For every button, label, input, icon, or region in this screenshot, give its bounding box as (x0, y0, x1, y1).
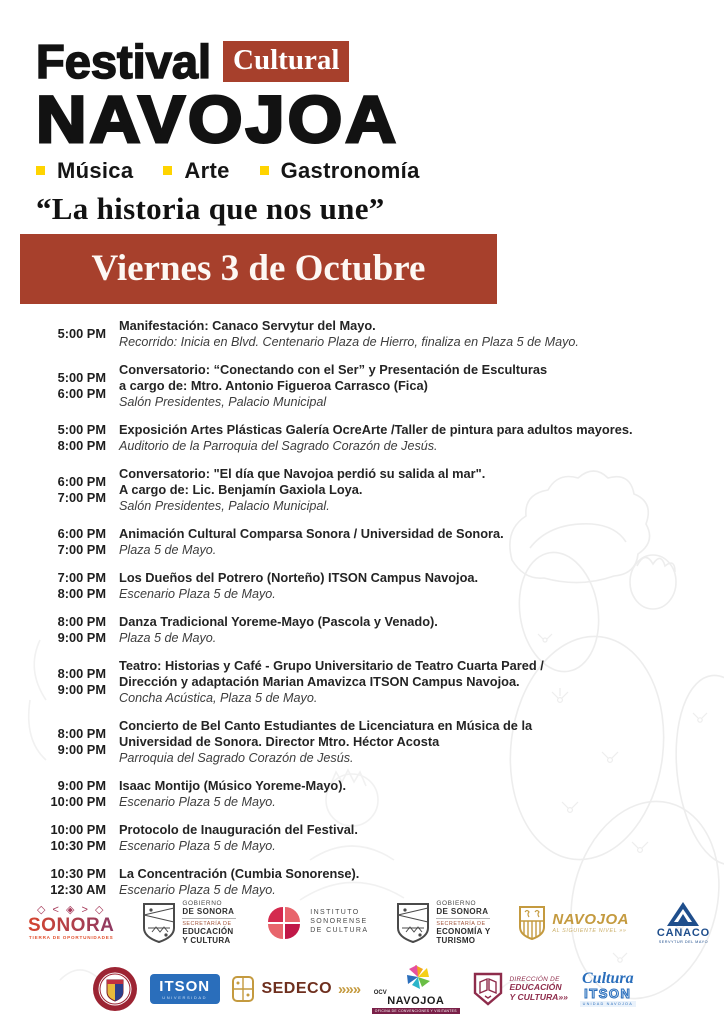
event-body (119, 658, 544, 706)
ocv-sub: OFICINA DE CONVENCIONES Y VISITANTES (372, 1008, 460, 1014)
event-time: 5:00 PM (57, 325, 106, 341)
category-arte (163, 158, 229, 184)
event-times (46, 326, 106, 342)
gobierno-line: GOBIERNO (436, 900, 477, 907)
sedeco-wordmark: SEDECO (261, 980, 333, 997)
secretaria-line: ECONOMÍA Y (436, 927, 491, 936)
universidad-seal-logo (92, 966, 138, 1012)
secretaria-line: EDUCACIÓN (182, 927, 234, 936)
university-seal-icon (92, 966, 138, 1012)
event-body (119, 570, 478, 602)
sonora-logo (28, 905, 114, 941)
secretaria-line: SECRETARÍA DE (182, 921, 232, 927)
event-time: 10:30 PM (50, 865, 106, 881)
event-title-line: Teatro: Historias y Café - Grupo Universitario de Teatro Cuarta Pared / (119, 657, 544, 673)
event-body (119, 718, 532, 766)
event-title (119, 778, 346, 794)
event-time: 12:30 AM (50, 881, 106, 897)
event-title-line: Isaac Montijo (Músico Yoreme-Mayo). (119, 777, 347, 793)
event-time: 6:00 PM (57, 473, 106, 489)
event-title-line: Dirección y adaptación Marian Amavizca ITSON Campus Navojoa. (119, 673, 520, 689)
event-times (46, 614, 106, 646)
sponsor-logos-row-2 (0, 964, 724, 1014)
yellow-bullet-icon (260, 166, 269, 175)
event-body (119, 318, 579, 350)
category-label: Gastronomía (280, 157, 420, 183)
itson-badge (150, 974, 220, 1004)
ocv-wordmark: NAVOJOA (387, 995, 445, 1007)
event-body (119, 466, 485, 514)
event-title-line: a cargo de: Mtro. Antonio Figueroa Carrasco (Fica) (119, 377, 428, 393)
event-venue: Plaza 5 de Mayo. (119, 542, 217, 557)
event-venue: Escenario Plaza 5 de Mayo. (119, 586, 276, 601)
event-row (46, 318, 686, 350)
gobierno-sonora-economia-logo (396, 900, 490, 945)
date-label: Viernes 3 de Octubre (91, 248, 426, 290)
event-title (119, 318, 579, 334)
event-row (46, 614, 686, 646)
gobierno-line: GOBIERNO (182, 900, 223, 907)
event-row (46, 526, 686, 558)
dec-line: Y CULTURA»» (509, 991, 568, 1002)
category-label: Música (57, 157, 134, 183)
event-title-line: Conversatorio: "El día que Navojoa perdió su salida al mar". (119, 465, 486, 481)
tagline-quote: “La historia que nos une” (36, 190, 385, 226)
event-title (119, 822, 358, 838)
schedule-list (46, 318, 686, 898)
event-time: 9:00 PM (57, 681, 106, 697)
event-title (119, 466, 485, 498)
divider (436, 918, 490, 919)
event-time: 9:00 PM (57, 629, 106, 645)
secretaria-line: SECRETARÍA DE (436, 921, 486, 927)
dec-line: EDUCACIÓN (509, 981, 562, 992)
sonora-wordmark: SONORA (28, 914, 115, 936)
itson-outline-wordmark: ITSON (584, 985, 632, 1001)
event-venue: Plaza 5 de Mayo. (119, 630, 217, 645)
title-row (36, 35, 724, 88)
itson-logo (150, 974, 220, 1004)
ocv-pre: OCV (373, 990, 387, 996)
event-venue: Recorrido: Inicia en Blvd. Centenario Plaza de Hierro, finaliza en Plaza 5 de Mayo. (119, 334, 579, 349)
gobierno-sonora-educacion-logo (142, 900, 236, 945)
event-body (119, 866, 359, 898)
sedeco-emblem-icon (231, 975, 255, 1003)
event-times (46, 822, 106, 854)
event-title-line: Protocolo de Inauguración del Festival. (119, 821, 358, 837)
event-row (46, 466, 686, 514)
event-title-line: Los Dueños del Potrero (Norteño) ITSON Campus Navojoa. (119, 569, 479, 585)
event-venue: Concha Acústica, Plaza 5 de Mayo. (119, 690, 318, 705)
event-row (46, 422, 686, 454)
event-times (46, 726, 106, 758)
event-title-line: Animación Cultural Comparsa Sonora / Universidad de Sonora. (119, 525, 504, 541)
event-time: 8:00 PM (57, 437, 106, 453)
event-time: 6:00 PM (57, 525, 106, 541)
event-title (119, 614, 438, 630)
dec-line: DIRECCIÓN DE (509, 975, 560, 983)
event-title (119, 422, 633, 438)
cultura-itson-logo (580, 971, 636, 1007)
event-venue: Parroquia del Sagrado Corazón de Jesús. (119, 750, 354, 765)
event-times (46, 570, 106, 602)
canaco-logo (657, 901, 710, 943)
instituto-sonorense-cultura-logo (264, 903, 368, 943)
event-row (46, 778, 686, 810)
event-title-line: Manifestación: Canaco Servytur del Mayo. (119, 317, 376, 333)
event-venue: Escenario Plaza 5 de Mayo. (119, 838, 276, 853)
event-body (119, 822, 358, 854)
ocv-navojoa-logo (372, 964, 460, 1014)
event-venue: Escenario Plaza 5 de Mayo. (119, 882, 276, 897)
canaco-wordmark: CANACO (656, 927, 710, 940)
secretaria-line: TURISMO (436, 936, 476, 945)
event-time: 9:00 PM (57, 741, 106, 757)
navojoa-wordmark: NAVOJOA (36, 82, 400, 156)
date-banner (20, 234, 497, 304)
event-body (119, 526, 504, 558)
event-time: 8:00 PM (57, 725, 106, 741)
navojoa-shield-icon (518, 905, 546, 941)
event-time: 7:00 PM (57, 569, 106, 585)
book-shield-icon (472, 971, 504, 1007)
chevrons-icon: »»» (338, 980, 361, 998)
event-title (119, 866, 359, 882)
event-time: 9:00 PM (57, 777, 106, 793)
event-times (46, 370, 106, 402)
category-musica (36, 158, 133, 184)
direccion-educacion-cultura-logo (472, 971, 568, 1007)
event-body (119, 362, 547, 410)
event-times (46, 526, 106, 558)
event-time: 10:00 PM (50, 821, 106, 837)
event-row (46, 866, 686, 898)
sedeco-logo (231, 975, 360, 1003)
event-body (119, 422, 633, 454)
isc-pinwheel-icon (264, 903, 304, 943)
navojoa-wordmark: NAVOJOA (552, 910, 629, 928)
isc-line: SONORENSE (310, 918, 368, 926)
sonora-crest-icon (396, 902, 430, 944)
event-title-line: Exposición Artes Plásticas Galería OcreArte /Taller de pintura para adultos mayores. (119, 421, 633, 437)
category-label: Arte (184, 157, 230, 183)
event-title-line: La Concentración (Cumbia Sonorense). (119, 865, 360, 881)
event-time: 7:00 PM (57, 489, 106, 505)
event-title-line: Universidad de Sonora. Director Mtro. Héctor Acosta (119, 733, 440, 749)
event-title (119, 718, 532, 750)
festival-wordmark: Festival (36, 35, 212, 88)
event-time: 10:00 PM (50, 793, 106, 809)
event-time: 8:00 PM (57, 665, 106, 681)
yellow-bullet-icon (36, 166, 45, 175)
navojoa-municipio-logo (518, 905, 629, 941)
secretaria-line: Y CULTURA (182, 936, 231, 945)
event-title (119, 570, 478, 586)
event-venue: Salón Presidentes, Palacio Municipal (119, 394, 327, 409)
event-times (46, 866, 106, 898)
sonora-diamonds-icon: ◇ < ◈ > ◇ (36, 903, 106, 916)
itson-sub: UNIVERSIDAD (162, 994, 208, 1000)
event-venue: Salón Presidentes, Palacio Municipal. (119, 498, 330, 513)
navojoa-slogan: AL SIGUIENTE NIVEL »» (552, 927, 627, 934)
yellow-bullet-icon (163, 166, 172, 175)
event-title-line: Conversatorio: “Conectando con el Ser” y Presentación de Esculturas (119, 361, 548, 377)
categories-row (36, 158, 724, 184)
event-body (119, 614, 438, 646)
event-title-line: Danza Tradicional Yoreme-Mayo (Pascola y Venado). (119, 613, 438, 629)
event-title (119, 362, 547, 394)
event-title (119, 526, 504, 542)
event-times (46, 474, 106, 506)
sonora-crest-icon (142, 902, 176, 944)
isc-line: DE CULTURA (310, 926, 369, 934)
isc-line: INSTITUTO (310, 909, 360, 917)
event-row (46, 362, 686, 410)
event-row (46, 658, 686, 706)
header (0, 0, 724, 227)
event-time: 8:00 PM (57, 585, 106, 601)
ocv-pinwheel-icon (401, 964, 431, 990)
cultural-wordmark: Cultural (223, 41, 349, 82)
gobierno-line: DE SONORA (436, 907, 489, 916)
event-time: 10:30 PM (50, 837, 106, 853)
event-time: 5:00 PM (57, 369, 106, 385)
event-times (46, 422, 106, 454)
canaco-slogan: SERVYTUR DEL MAYO (658, 939, 709, 944)
category-gastronomia (260, 158, 420, 184)
event-title (119, 658, 544, 690)
unidad-navojoa-label: UNIDAD NAVOJOA (580, 1001, 636, 1007)
event-row (46, 822, 686, 854)
event-title-line: A cargo de: Lic. Benjamín Gaxiola Loya. (119, 481, 363, 497)
event-time: 5:00 PM (57, 421, 106, 437)
event-body (119, 778, 346, 810)
event-time: 6:00 PM (57, 385, 106, 401)
event-time: 7:00 PM (57, 541, 106, 557)
cultura-script-wordmark: Cultura (582, 969, 634, 987)
canaco-triangle-icon (666, 901, 700, 927)
sponsor-logos-row-1 (0, 900, 724, 945)
event-row (46, 570, 686, 602)
event-times (46, 778, 106, 810)
event-venue: Escenario Plaza 5 de Mayo. (119, 794, 276, 809)
event-title-line: Concierto de Bel Canto Estudiantes de Licenciatura en Música de la (119, 717, 533, 733)
gobierno-line: DE SONORA (182, 907, 235, 916)
event-time: 8:00 PM (57, 613, 106, 629)
event-row (46, 718, 686, 766)
event-venue: Auditorio de la Parroquia del Sagrado Corazón de Jesús. (119, 438, 438, 453)
itson-wordmark: ITSON (159, 977, 211, 995)
event-times (46, 666, 106, 698)
sonora-slogan: TIERRA DE OPORTUNIDADES (28, 935, 114, 941)
divider (182, 918, 236, 919)
